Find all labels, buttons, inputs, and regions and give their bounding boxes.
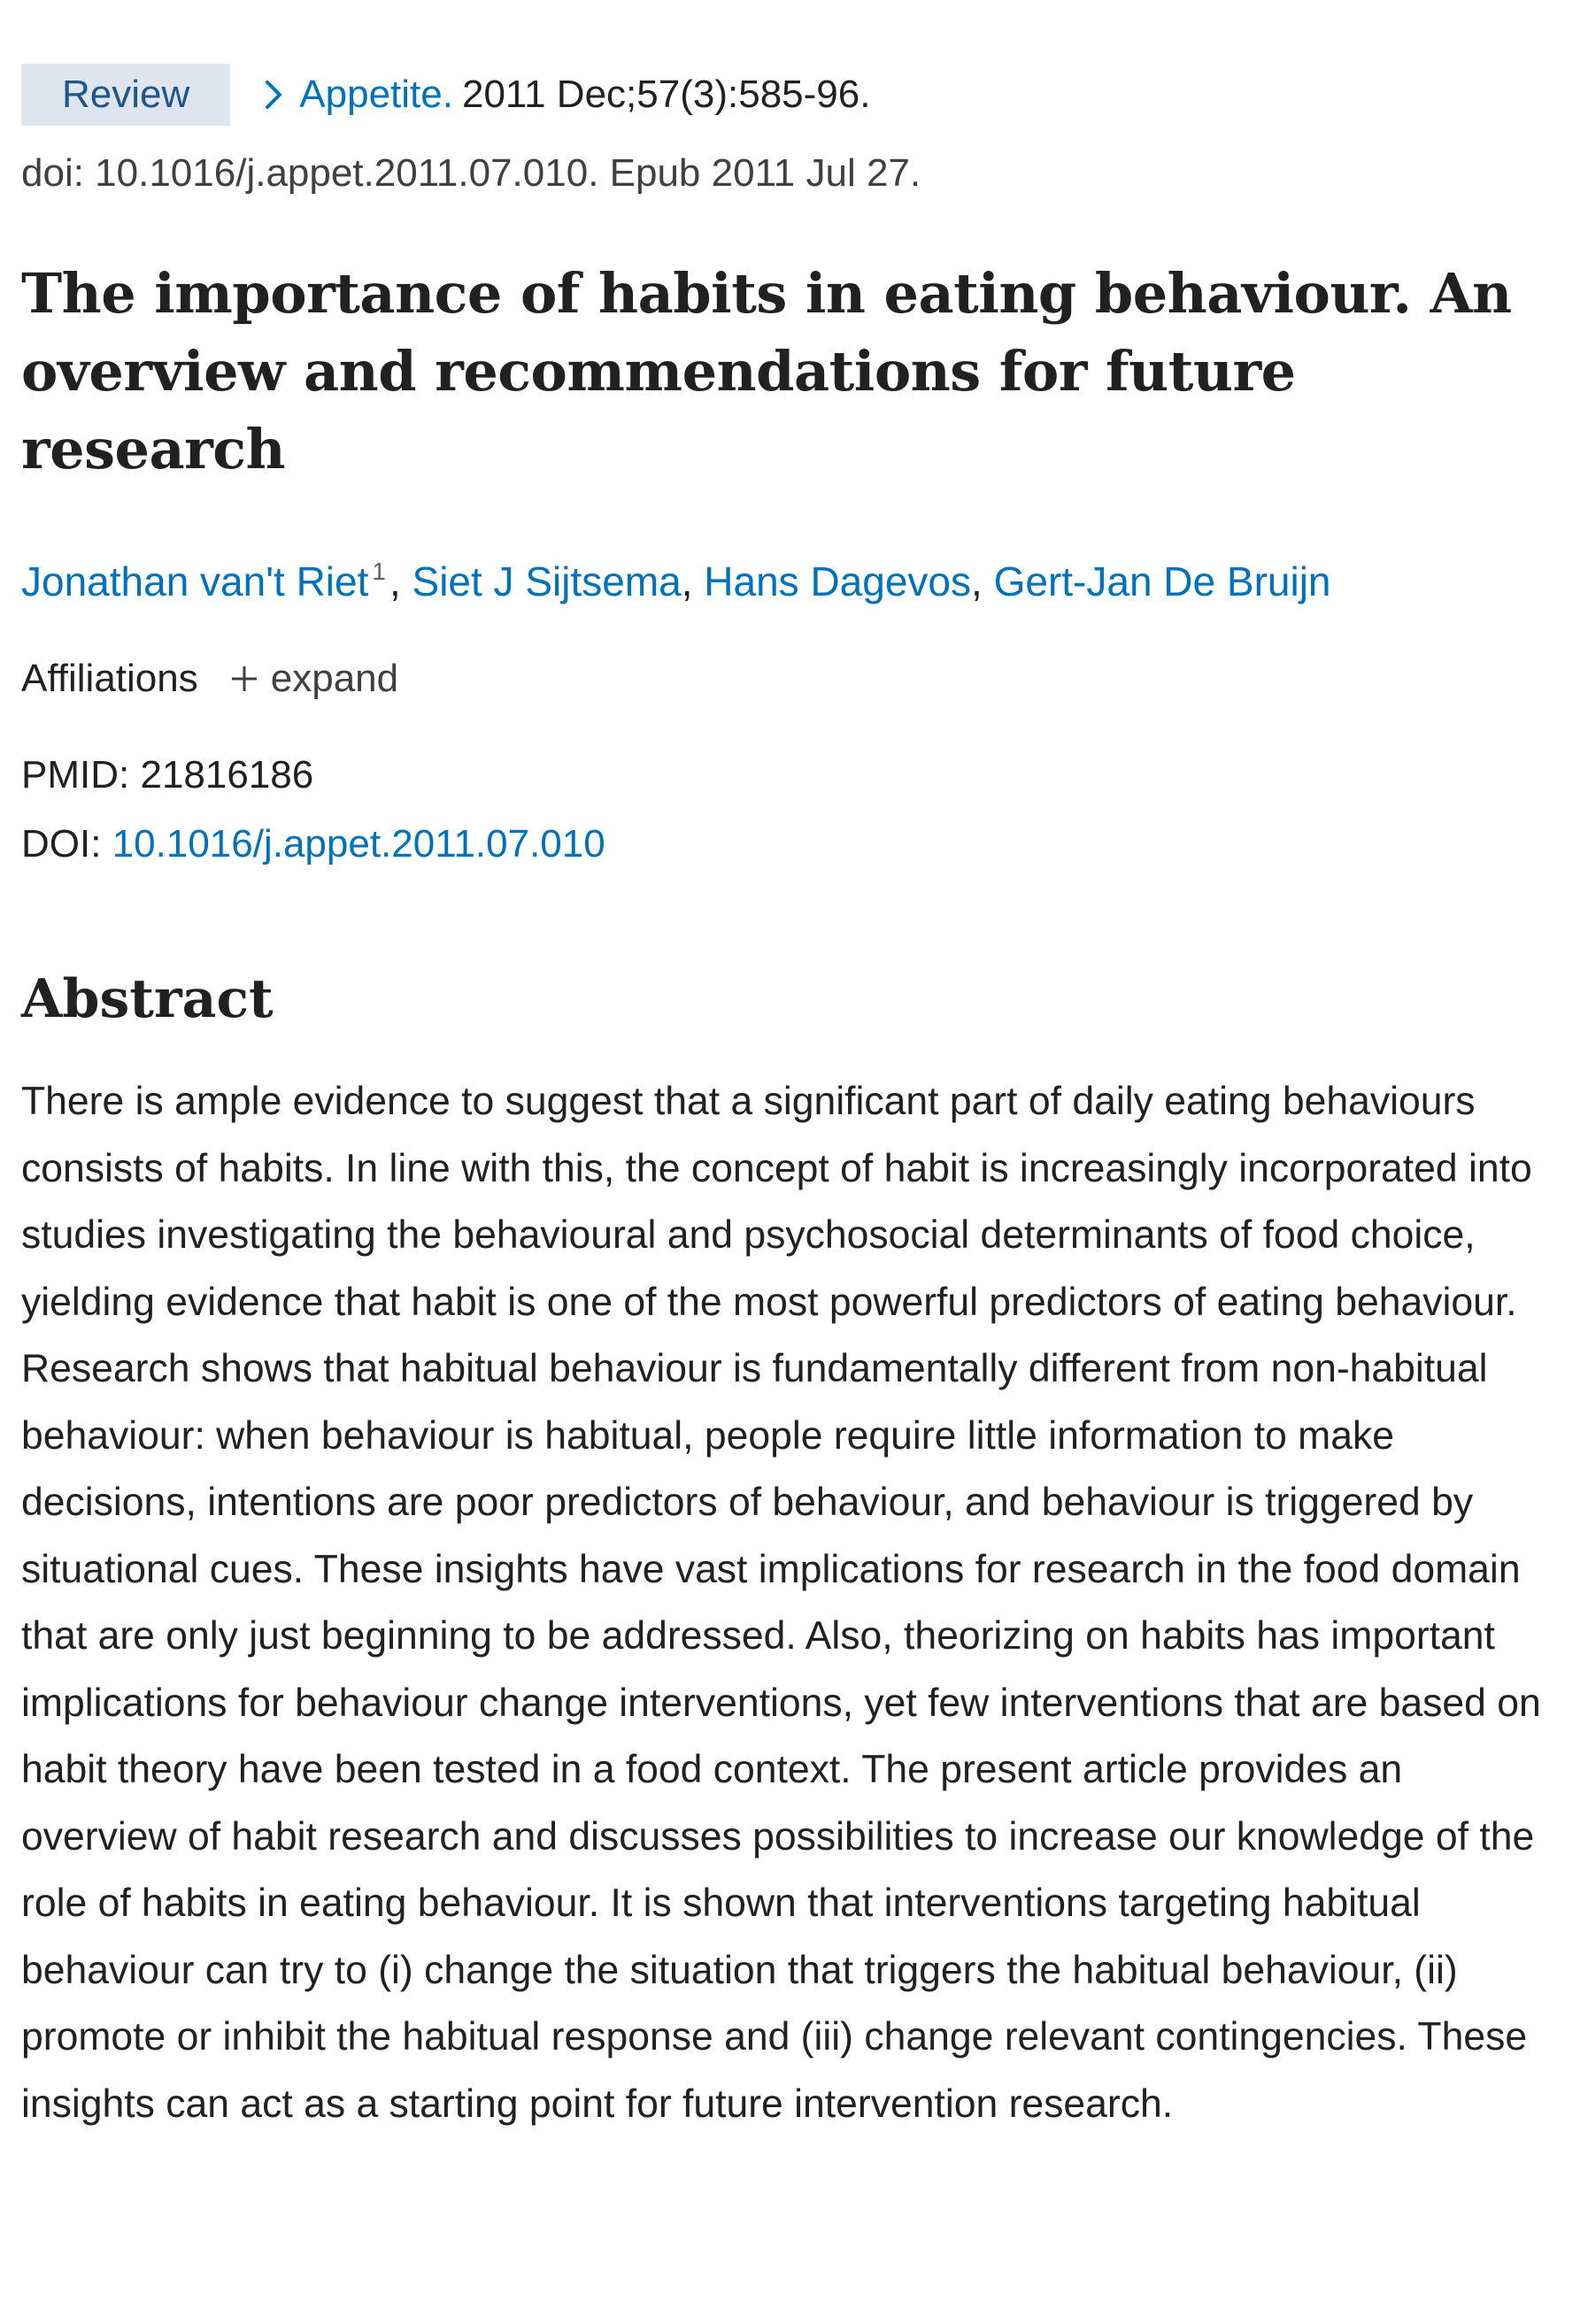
author-link[interactable]: Jonathan van't Riet xyxy=(21,558,369,604)
citation-details: 2011 Dec;57(3):585-96. xyxy=(461,73,871,116)
abstract-heading: Abstract xyxy=(21,968,274,1030)
citation-line xyxy=(21,64,1565,126)
identifiers xyxy=(21,741,1565,879)
journal-link[interactable]: Appetite. xyxy=(299,73,453,116)
chevron-right-icon xyxy=(262,75,287,114)
doi-label: DOI: xyxy=(21,822,102,866)
author-link[interactable]: Hans Dagevos xyxy=(704,558,972,604)
affiliations-label: Affiliations xyxy=(21,657,198,700)
expand-label: expand xyxy=(270,657,399,700)
doi-link[interactable]: 10.1016/j.appet.2011.07.010 xyxy=(112,822,605,866)
author-link[interactable]: Gert-Jan De Bruijn xyxy=(993,558,1331,604)
plus-icon xyxy=(228,663,260,695)
abstract-text: There is ample evidence to suggest that a significant part of daily eating behaviours consists of habits. In line with this, the concept of habit is increasingly incorporated into studies investigating the behavioural and psychosocial determinants of food choice, yielding evidence that habit is one of the most powerful predictors of eating behaviour. Research shows that habitual behaviour is fundamentally different from non-habitual behaviour: when behaviour is habitual, people require little information to make decisions, intentions are poor predictors of behaviour, and behaviour is triggered by situational cues. These insights have vast implications for research in the food domain that are only just beginning to be addressed. Also, theorizing on habits has important implications for behaviour change interventions, yet few interventions that are based on habit theory have been tested in a food context. The present article provides an overview of habit research and discusses possibilities to increase our knowledge of the role of habits in eating behaviour. It is shown that interventions targeting habitual behaviour can try to (i) change the situation that triggers the habitual behaviour, (ii) promote or inhibit the habitual response and (iii) change relevant contingencies. These insights can act as a starting point for future intervention research. xyxy=(21,1080,1541,2126)
affiliation-ref-link[interactable]: 1 xyxy=(372,558,386,585)
doi-row xyxy=(21,810,1565,879)
pmid-value: 21816186 xyxy=(140,753,314,796)
author-separator: , xyxy=(971,558,983,604)
author-separator: , xyxy=(681,558,693,604)
article-title: The importance of habits in eating behaviour. An overview and recommendations for future research xyxy=(21,261,1512,481)
expand-affiliations-button[interactable] xyxy=(228,654,398,704)
author-separator: , xyxy=(389,558,401,604)
citation-doi-epub: doi: 10.1016/j.appet.2011.07.010. Epub 2011 Jul 27. xyxy=(21,151,921,195)
affiliations-row xyxy=(21,654,1565,704)
pmid-row xyxy=(21,741,1565,810)
publication-type-badge[interactable]: Review xyxy=(21,64,230,126)
author-list xyxy=(21,545,1565,608)
pmid-label: PMID: xyxy=(21,753,130,796)
author-link[interactable]: Siet J Sijtsema xyxy=(412,558,682,604)
